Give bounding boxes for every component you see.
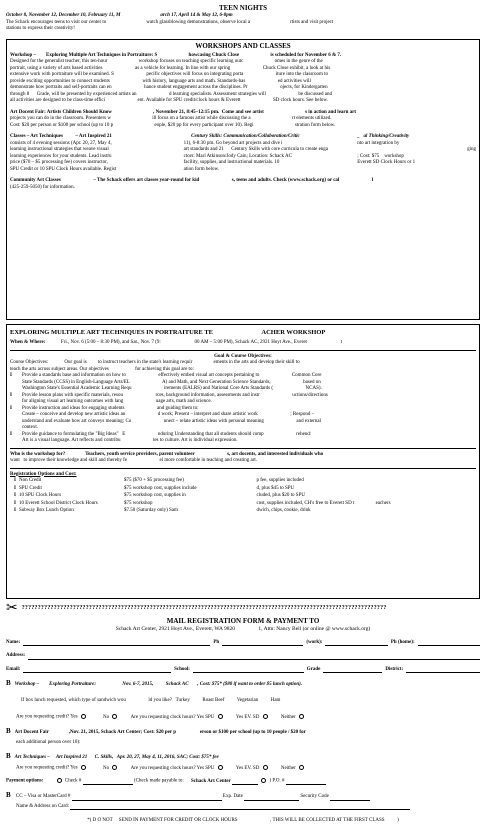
reg-option-cost: $75 workshop cost, supplies in [124,493,186,499]
no-label: No [103,765,110,771]
goal-line: Course Objectives: Our goal is to instruct teachers in the state's learning requir ements in the arts and develop their skill to [10,360,300,366]
reg-option-cost: $75 workshop cost, supplies include [124,485,197,491]
payee-name: Schack Art Center [191,778,231,784]
classes-line: 11), 6-8:30 pm. Go beyond art projects and dive i [183,140,283,146]
po-label: ) P.O. # [269,778,285,784]
workshop-line: demonstrate how portraits and self-portraits can en hance student engagement across the disciplines. Pr ojects, for Kindergarten [10,85,328,91]
classes-line: ; Cost: $75 workshop [357,153,404,159]
check-label: Check # [64,778,82,784]
yes-esd-label: Yes EV. SD [235,714,260,720]
community-line: (425-259-5050) for information. [10,184,75,190]
clock-question: Are you requesting clock hours? Yes SPU [130,714,215,720]
exploring-title: EXPLORING MULTIPLE ART TECHNIQUES IN PORTRAITURE TE ACHER WORKSHOP [10,328,326,336]
email-row [6,667,480,674]
workshop-line: through 8 Grade, will be presented by experienced artists an d learning specialists. Assessment strategies will be discussed and [10,91,333,97]
who-line: Who is the workshop for? Teachers, youth service providers, parent volunteer s, art docents, and interested individuals who [10,451,324,457]
classes-line: ging [467,147,476,153]
objective-line: Provide instruction and ideas for engaging students and guiding them to: [22,405,199,411]
reg-option-detail: dwich, chips, cookie, drink [244,508,311,514]
payment-row [6,778,480,785]
address-label: Address: [6,653,26,659]
classes-paragraph [10,134,476,173]
when-where-label: When & Where: [10,340,46,346]
radio-clock-esd[interactable] [263,714,268,719]
teen-nights-dates: October 8, November 12, December 10, February 11, M arch 17, April 14 & May 12, 6-8pm [6,13,233,19]
ph-label: Ph [213,639,220,645]
lunch-line [6,692,480,712]
district-label: District: [385,666,404,672]
goal-line: teach the arts across subject areas. Our objectives for achieving this goal are to: [10,366,194,372]
reg-option-name: Non Credit [18,478,42,484]
form-title: MAIL REGISTRATION FORM & PAYMENT TO [166,616,320,625]
exploring-box [6,324,480,599]
classes-line: facility, supplies, and instructional materials. 10 [183,160,280,166]
lunch-question: If box lunch requested, which type of sandwich wou ld you like? Turkey Roast Beef Vegetarian Ham [21,698,281,704]
techniques-option-text: Art Techniques – Art Inspired 21 C. Skills, Apr. 20, 27, May 4, 11, 2016, SAC; Cost: $75* fee [14,755,219,761]
reg-option-detail: d, plus $45 to SPU [244,485,295,491]
cc-label: CC – Visa or MasterCard # [15,794,71,800]
workshop-paragraph [10,53,476,105]
scissors-icon: ✂ [6,600,18,616]
checkbox-icon[interactable]: B [6,727,11,736]
classes-line: _ al Thinking/Creativity [357,134,410,140]
docent-option[interactable] [6,727,480,737]
cc-row [6,791,480,801]
docent-line: projects you can do in the classroom. Presenters w ill focus on a famous artist while discussing the a rt elements utilized. [10,116,332,122]
card-name-label: Name & Address on Card: [16,803,70,809]
name-field[interactable] [23,640,210,646]
objective-line: Provide guidance to formulating the "Big Ideas" E nduring Understanding that all students should comp rehend: [22,431,312,437]
payee-spacer [232,780,258,785]
radio-clock-neither[interactable] [299,714,304,719]
classes-line: Classes – Art Techniques – Art Inspired 21 [10,134,112,140]
teen-nights-desc-1: The Schack encourages teens to visit our center to watch glassblowing demonstrations, observe local a rtists and visit project [6,19,334,25]
objective-line: Provide a standards base and information on how to effectively embed visual art concepts pertaining to Common Core [22,373,322,379]
registration-options: I Non Credit $75 ($70 + $5 processing fee) p fee, supplies included I SPU Credit $75 workshop cost, supplies include d, plus $45 to SPU I 10 SPU Clock Hours $75 workshop cost, supplies in cluded, plus $20 to SPU I 10 Everett School District Clock Hours $75 workshop cost, supplies included, CH's free to Everett SD t eachers I Subway Box Lunch Option $7.50 (Saturday only) Sam dwich, chips, cookie, drink [14,478,476,515]
cut-line [6,602,480,616]
card-name-field[interactable] [70,805,410,810]
workshops-title: WORKSHOPS AND CLASSES [195,41,291,50]
docent-line: Cost: $20 per person or $100 per school (up to 10 p eople, $20 pp for every participant over 10). Regi stration form below. [10,122,336,128]
footer-note: *( D O NOT SEND IN PAYMENT FOR CREDIT OR CLOCK HOURS , THIS WILL BE COLLECTED AT THE FIRST CLASS ) [87,818,399,824]
checkbox-icon[interactable]: B [6,791,11,800]
work-phone-field[interactable] [325,640,387,646]
reg-option-detail: cost, supplies included, CH's free to Everett SD t eachers [244,500,391,506]
checkbox-icon[interactable]: B [6,679,11,688]
exp-label: Exp. Date [222,794,243,800]
radio-clock-neither[interactable] [299,765,304,770]
objective-line: Art is a visual language. Art reflects and contribu tes to culture. Art is individual expression. [22,438,238,444]
workshop-option[interactable] [6,679,480,689]
when-where-text: Fri., Nov. 6 (5:00 – 8:30 PM), and Sat., Nov. 7 (9: 00 AM – 5:00 PM), Schack AC, 2921 Hoyt Ave., Everet t [48,340,343,346]
classes-col-2 [184,134,354,173]
docent-option-cont: each additional person over 10): [16,739,81,745]
classes-line: price ($70 – $5 processing fee) covers instructor, [10,160,108,166]
radio-clock-spu[interactable] [218,714,223,719]
goals-heading: Goal & Course Objectives: [214,353,272,359]
work-label: (work): [306,639,323,645]
neither-label: Neither [280,765,296,771]
check-number-field[interactable] [83,780,133,785]
workshop-line: all activities are designed to be class-time effici ent. Available for SPU credit/clock hours & Everett SD clock hours. See below. [10,98,328,104]
classes-line: nto art integration by [357,140,400,146]
home-label: Ph (home): [390,639,415,645]
radio-credit-yes[interactable] [81,765,86,770]
radio-credit-no[interactable] [112,714,117,719]
who-line: want to improve their knowledge and skill and thereby fe el more comfortable in teaching and creating art. [10,458,258,464]
radio-po[interactable] [261,778,266,783]
objective-line: context. [22,425,38,431]
card-name-row [6,804,480,811]
objective-line: State Standards (CCSS) in English-Language Arts/EL A) and Math, and Next Generation Science Standards, based on [22,379,321,385]
cc-number-field[interactable] [72,796,222,801]
classes-col-1 [10,134,180,173]
docent-option-text: Art Docent Fair ,Nov. 21, 2015, Schack Art Center; Cost: $20 per p erson or $100 per school (up to 10 people / $20 for [14,730,306,736]
reg-option-cost: $7.50 (Saturday only) Sam [124,508,178,514]
divider [10,350,476,351]
yes-esd-label: Yes EV. SD [235,765,260,771]
credit-question: Are you requesting credit? Yes [16,765,78,771]
objective-line: understand and evaluate how art conveys meaning; Co nnect – relate artistic ideas with personal meaning and external [22,418,321,424]
clock-question: Are you requesting clock hours? Yes SPU [130,765,215,771]
divider [10,468,476,469]
payment-label: Payment options: [6,778,44,784]
neither-label: Neither [280,714,296,720]
objective-line: for aligning visual art learning outcomes with lang uage arts, math and science. [22,399,212,405]
workshop-line: portrait, using a variety of arts based activities as a vehicle for learning. In line with our spring Chuck Close exhibit, a look at his [10,65,331,71]
when-where-row [10,340,476,347]
credit-row-1 [6,714,480,721]
po-field[interactable] [286,780,326,785]
workshop-line: Designed for the generalist teacher, this ten-hour workshop focuses on teaching specific learning outc omes in the genre of the [10,59,323,65]
address-row [6,653,480,660]
workshop-line: provide exciting opportunities to connect students with history, language arts and math. Standards-bas ed activities will [10,78,311,84]
district-field[interactable] [406,667,480,673]
reg-option-cost: $75 ($70 + $5 processing fee) [124,478,184,484]
no-label: No [103,714,110,720]
registration-heading: Registration Options and Cost: [10,471,77,477]
radio-credit-yes[interactable] [81,714,86,719]
form-address: Schack Art Center, 2921 Hoyt Ave., Everett, WA 9820 1, Attn: Nancy Bell (or online @ www.schack.org) [115,625,371,632]
home-phone-field[interactable] [418,640,480,646]
classes-line: Century Skills: Communication/Collaboration/Critic [183,134,300,140]
teen-nights-title: TEEN NIGHTS [218,4,268,12]
reg-option-detail: cluded, plus $20 to SPU [244,493,305,499]
grade-field[interactable] [323,667,382,673]
docent-line: Art Docent Fair: Artists Children Should Know , November 21, 8:45–12:15 pm. Come and see artist s in action and learn art [10,109,357,115]
objectives-list: I Provide a standards base and information on how to effectively embed visual art concepts pertaining to Common Core State Standards (CCSS) in English-Language Arts/EL A) and Math, and Next Generation Science Standards, based on Washington State's Essential Academic Learning Requ irements (EALRS) and National Core Arts Standards ( NCAS). I Provide lesson plans with specific materials, resou rces, background information, assessments and instr uctions/directions for aligning visual art learning outcomes with lang uage arts, math and science. I Provide instruction and ideas for engaging students and guiding them to: Create – conceive and develop new artistic ideas an d work; Present – interpret and share artistic work ; Respond – understand and evaluate how art conveys meaning; Co nnect – relate artistic ideas with personal meaning and external context. I Provide guidance to formulating the "Big Ideas" E nduring Understanding that all students should comp rehend: Art is a visual language. Art reflects and contribu tes to culture. Art is individual expression. [10,373,328,444]
credit-row-2 [6,765,480,772]
radio-check[interactable] [57,778,62,783]
classes-col-3 [357,134,476,173]
workshop-option-text: Workshop – Exploring Portraiture: Nov. 6-7, 2015, Schack AC , Cost: $75* ($80 if want to order $5 lunch option). [14,682,303,688]
grade-label: Grade [306,666,321,672]
name-label: Name: [6,639,21,645]
classes-line: learning instructional strategies that weave visual [10,147,109,153]
school-label: School: [174,666,190,672]
classes-line: Everett SD Clock Hours or 1 [357,160,416,166]
flyer-page [6,4,480,825]
classes-line: consists of 4 evening sessions (Apr. 20, 27, May 4, [10,140,112,146]
cut-marks: ?????????????????????????????????????????????????????????????????????????????????????????????????????????????????? [21,604,387,611]
classes-line: SPU Credit or 10 SPU Clock Hours available. Regist [10,166,117,172]
objective-line: Washington State's Essential Academic Learning Requ irements (EALRS) and National Core Arts Standards ( NCAS). [22,386,322,392]
name-row [6,640,480,647]
reg-option-cost: $75 workshop [124,500,153,506]
classes-line: art standards and 21 Century Skills with core curricula to create enga [183,147,329,153]
phone-field[interactable] [222,640,303,646]
credit-question: Are you requesting credit? Yes [16,714,78,720]
reg-option-name: Subway Box Lunch Option [18,508,74,514]
reg-option-detail: p fee, supplies included [244,478,304,484]
reg-option-name: SPU Credit [18,485,42,491]
reg-option-name: 10 SPU Clock Hours [18,493,62,499]
radio-credit-no[interactable] [112,765,117,770]
teen-nights-desc-2: stations to express their creativity! [6,26,75,32]
techniques-option[interactable] [6,752,480,762]
school-field[interactable] [193,667,304,673]
objective-line: Create – conceive and develop new artistic ideas an d work; Present – interpret and share artistic work ; Respond – [22,412,315,418]
classes-line: ctors: Mari Atkinson/Jody Cain; Location: Schack AC [183,153,292,159]
payable-label: (Check made payable to: [133,778,184,784]
radio-clock-spu[interactable] [218,765,223,770]
divider [10,448,476,449]
workshop-line: extensive work with portraiture will be examined. S pecific objectives will focus on integrating porta iture into the classroom to [10,72,328,78]
exp-field[interactable] [244,796,299,801]
reg-option-name: 10 Everett School District Clock Hours [18,500,98,506]
security-field[interactable] [330,796,370,801]
email-label: Email: [6,666,21,672]
email-field[interactable] [23,667,171,673]
community-line: Community Art Classes – The Schack offers art classes year-round for kid s, teens and adults. Check (www.schack.org) or cal l [10,178,374,184]
radio-clock-esd[interactable] [263,765,268,770]
workshop-line: Workshop – Exploring Multiple Art Techniques in Portraiture: S howcasing Chuck Close is scheduled for November 6 & 7. [10,52,342,58]
address-field[interactable] [28,654,480,660]
workshops-box [6,39,480,320]
community-paragraph [10,178,476,191]
objective-line: Provide lesson plans with specific materials, resou rces, background information, assessments and instr uctions/directions [22,392,328,398]
checkbox-icon[interactable]: B [6,752,11,761]
classes-line: learning experiences for your students. Lead instru [10,153,112,159]
security-label: Security Code [300,794,329,800]
classes-line: ation form below. [183,166,219,172]
docent-paragraph [10,110,476,130]
